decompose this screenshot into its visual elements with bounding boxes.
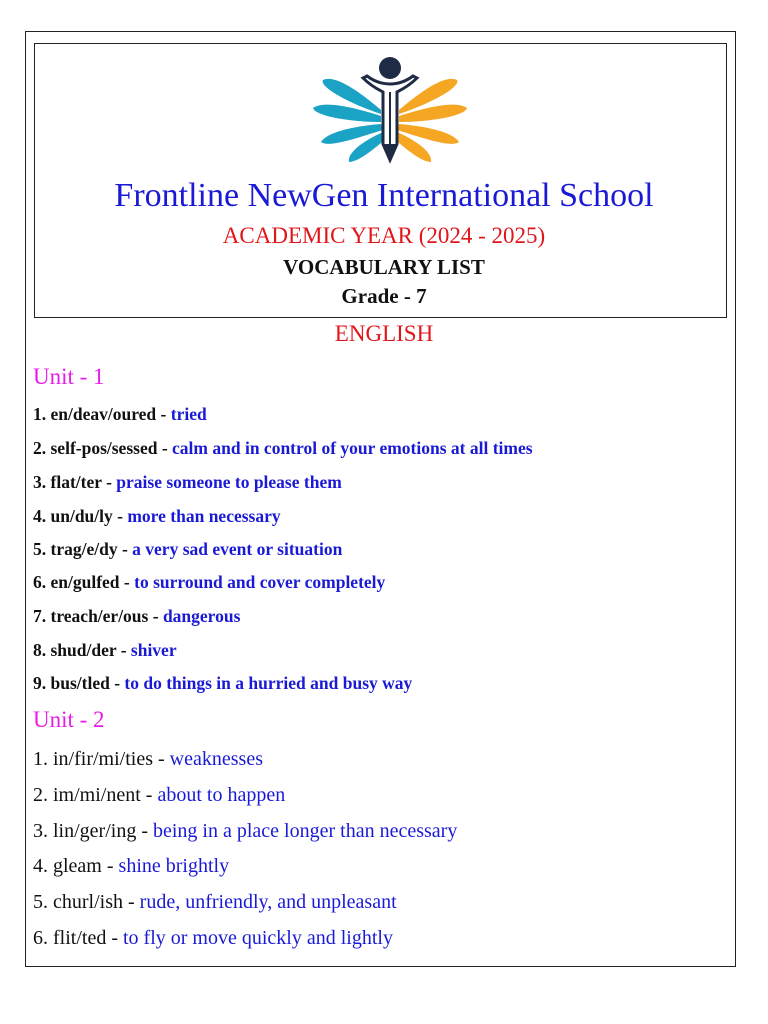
- vocab-word: 1. en/deav/oured: [33, 404, 157, 424]
- vocab-item: [33, 926, 393, 950]
- vocab-word: 4. gleam: [33, 855, 102, 877]
- vocab-item: [33, 571, 385, 593]
- subject-heading: ENGLISH: [334, 321, 434, 346]
- vocab-word: 2. im/mi/nent: [33, 784, 141, 806]
- vocab-meaning: dangerous: [162, 606, 241, 626]
- vocab-word: 9. bus/tled: [33, 673, 110, 693]
- vocab-word: 3. flat/ter: [33, 472, 102, 492]
- vocab-item: [33, 437, 533, 459]
- vocab-meaning: shiver: [130, 640, 177, 660]
- vocab-word: 5. trag/e/dy: [33, 539, 118, 559]
- vocab-word: 3. lin/ger/ing: [33, 820, 137, 842]
- vocab-item: [33, 403, 207, 425]
- vocab-meaning: tried: [170, 404, 207, 424]
- grade-label: Grade - 7: [341, 284, 427, 308]
- vocab-meaning: about to happen: [157, 784, 286, 806]
- vocab-meaning: weaknesses: [169, 748, 263, 770]
- vocab-separator: -: [112, 506, 128, 526]
- vocab-word: 5. churl/ish: [33, 891, 123, 913]
- vocab-separator: -: [153, 748, 170, 770]
- vocab-separator: -: [109, 673, 125, 693]
- vocab-meaning: rude, unfriendly, and unpleasant: [139, 891, 397, 913]
- vocab-separator: -: [101, 472, 117, 492]
- vocab-separator: -: [123, 891, 140, 913]
- vocab-meaning: a very sad event or situation: [132, 539, 343, 559]
- vocab-separator: -: [119, 572, 135, 592]
- vocab-meaning: to surround and cover completely: [134, 572, 386, 592]
- academic-year: ACADEMIC YEAR (2024 - 2025): [222, 223, 546, 248]
- vocab-item: [33, 854, 229, 878]
- vocab-separator: -: [157, 438, 173, 458]
- vocab-word: 4. un/du/ly: [33, 506, 113, 526]
- vocab-separator: -: [148, 606, 163, 626]
- unit-2-heading: Unit - 2: [33, 707, 105, 732]
- vocab-item: [33, 672, 412, 694]
- vocab-item: [33, 783, 285, 807]
- vocab-meaning: calm and in control of your emotions at all times: [172, 438, 533, 458]
- vocab-word: 8. shud/der: [33, 640, 117, 660]
- vocab-meaning: shine brightly: [118, 855, 230, 877]
- vocab-meaning: more than necessary: [127, 506, 281, 526]
- vocab-item: [33, 538, 342, 560]
- vocab-item: [33, 747, 263, 771]
- vocab-separator: -: [156, 404, 171, 424]
- vocab-item: [33, 639, 177, 661]
- vocab-word: 6. en/gulfed: [33, 572, 120, 592]
- vocab-item: [33, 890, 397, 914]
- school-logo-icon: [305, 52, 475, 164]
- vocab-separator: -: [106, 927, 123, 949]
- vocab-item: [33, 471, 342, 493]
- vocab-separator: -: [117, 539, 133, 559]
- vocab-meaning: praise someone to please them: [116, 472, 342, 492]
- vocab-word: 6. flit/ted: [33, 927, 107, 949]
- vocab-meaning: to do things in a hurried and busy way: [124, 673, 413, 693]
- vocab-item: [33, 605, 240, 627]
- vocab-separator: -: [140, 784, 158, 806]
- vocab-separator: -: [136, 820, 153, 842]
- vocab-word: 2. self-pos/sessed: [33, 438, 158, 458]
- document-title: VOCABULARY LIST: [283, 255, 485, 279]
- vocab-meaning: to fly or move quickly and lightly: [123, 927, 393, 949]
- vocab-word: 1. in/fir/mi/ties: [33, 748, 153, 770]
- vocab-meaning: being in a place longer than necessary: [153, 820, 458, 842]
- vocab-item: [33, 819, 457, 843]
- vocab-item: [33, 505, 281, 527]
- school-name: Frontline NewGen International School: [114, 177, 654, 214]
- vocab-separator: -: [116, 640, 131, 660]
- unit-1-heading: Unit - 1: [33, 364, 105, 389]
- vocab-separator: -: [101, 855, 119, 877]
- vocab-word: 7. treach/er/ous: [33, 606, 149, 626]
